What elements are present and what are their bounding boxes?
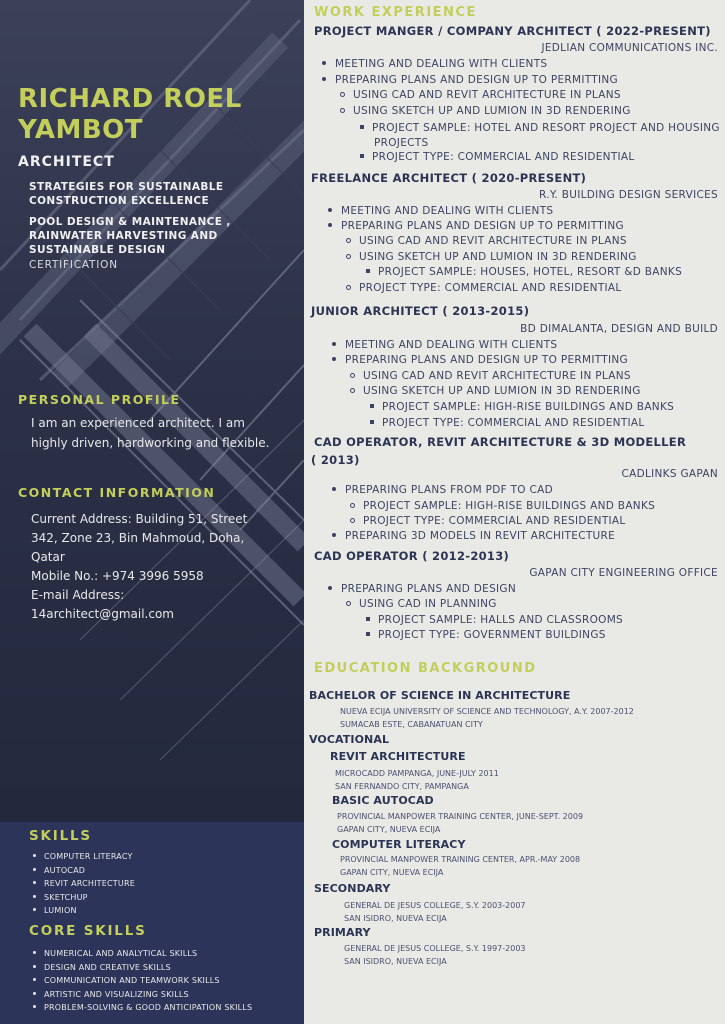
list-item: USING CAD AND REVIT ARCHITECTURE IN PLANS (350, 370, 631, 383)
list-item: PROJECT SAMPLE: HOUSES, HOTEL, RESORT &D BANKS (366, 266, 682, 279)
list-item: AUTOCAD (33, 864, 135, 878)
list-item: PROJECT SAMPLE: HOTEL AND RESORT PROJECT AND HOUSING PROJECTS (360, 121, 722, 151)
core-skills-heading: CORE SKILLS (29, 923, 147, 939)
list-item: PREPARING PLANS AND DESIGN UP TO PERMITTING (322, 74, 618, 87)
edu-secondary: SECONDARY (314, 882, 391, 895)
certification-1: STRATEGIES FOR SUSTAINABLE CONSTRUCTION EXCELLENCE (29, 181, 224, 207)
skills-list (33, 850, 135, 918)
contact-address-1: Current Address: Building 51, Street (31, 512, 248, 526)
list-item: USING SKETCH UP AND LUMION IN 3D RENDERING (340, 105, 631, 118)
edu-degree-location: SUMACAB ESTE, CABANATUAN CITY (340, 720, 483, 729)
edu-autocad-location: GAPAN CITY, NUEVA ECIJA (337, 825, 441, 834)
edu-degree-school: NUEVA ECIJA UNIVERSITY OF SCIENCE AND TECHNOLOGY, A.Y. 2007-2012 (340, 707, 634, 716)
list-item: PROJECT TYPE: COMMERCIAL AND RESIDENTIAL (350, 515, 626, 528)
list-item: USING CAD IN PLANNING (346, 598, 497, 611)
job-company: R.Y. BUILDING DESIGN SERVICES (538, 189, 718, 201)
contact-address-2: 342, Zone 23, Bin Mahmoud, Doha, (31, 531, 245, 545)
edu-primary-location: SAN ISIDRO, NUEVA ECIJA (344, 957, 447, 966)
list-item: PROJECT TYPE: COMMERCIAL AND RESIDENTIAL (346, 282, 622, 295)
list-item: PROBLEM-SOLVING & GOOD ANTICIPATION SKILLS (33, 1001, 252, 1015)
profile-text: I am an experienced architect. I am highly driven, hardworking and flexible. (31, 416, 270, 450)
edu-literacy-location: GAPAN CITY, NUEVA ECIJA (340, 868, 444, 877)
edu-literacy-school: PROVINCIAL MANPOWER TRAINING CENTER, APR.-MAY 2008 (340, 855, 581, 864)
job-title: CAD OPERATOR, REVIT ARCHITECTURE & 3D MODELLER (314, 435, 687, 449)
list-item: PREPARING PLANS FROM PDF TO CAD (332, 484, 553, 497)
contact-heading: CONTACT INFORMATION (18, 485, 216, 500)
edu-primary-school: GENERAL DE JESUS COLLEGE, S.Y. 1997-2003 (344, 944, 526, 953)
list-item: MEETING AND DEALING WITH CLIENTS (322, 58, 547, 71)
job-company: BD DIMALANTA, DESIGN AND BUILD (520, 323, 718, 335)
job-company: GAPAN CITY ENGINEERING OFFICE (529, 567, 718, 579)
list-item: ARTISTIC AND VISUALIZING SKILLS (33, 988, 252, 1002)
edu-vocational: VOCATIONAL (309, 733, 390, 746)
job-title: FREELANCE ARCHITECT ( 2020-PRESENT) (311, 171, 587, 185)
core-skills-list (33, 947, 252, 1015)
edu-revit-location: SAN FERNANDO CITY, PAMPANGA (335, 782, 469, 791)
contact-block (31, 510, 281, 624)
list-item: MEETING AND DEALING WITH CLIENTS (328, 205, 553, 218)
list-item: USING CAD AND REVIT ARCHITECTURE IN PLANS (340, 89, 621, 102)
list-item: PROJECT TYPE: GOVERNMENT BUILDINGS (366, 629, 606, 642)
edu-literacy: COMPUTER LITERACY (332, 838, 466, 851)
list-item: PROJECT TYPE: COMMERCIAL AND RESIDENTIAL (360, 151, 635, 164)
edu-secondary-school: GENERAL DE JESUS COLLEGE, S.Y. 2003-2007 (344, 901, 526, 910)
certification-label: CERTIFICATION (29, 259, 118, 271)
job-company: JEDLIAN COMMUNICATIONS INC. (541, 42, 718, 54)
contact-email-label: E-mail Address: (31, 588, 125, 602)
job-title: JUNIOR ARCHITECT ( 2013-2015) (311, 304, 530, 318)
contact-address-3: Qatar (31, 550, 65, 564)
edu-degree: BACHELOR OF SCIENCE IN ARCHITECTURE (309, 689, 571, 702)
education-heading: EDUCATION BACKGROUND (314, 661, 537, 676)
list-item: PREPARING 3D MODELS IN REVIT ARCHITECTURE (332, 530, 615, 543)
list-item: PROJECT SAMPLE: HALLS AND CLASSROOMS (366, 614, 623, 627)
job-title: CAD OPERATOR ( 2012-2013) (314, 549, 510, 563)
list-item: DESIGN AND CREATIVE SKILLS (33, 961, 252, 975)
job-title-line-2: ( 2013) (311, 453, 360, 467)
contact-mobile: Mobile No.: +974 3996 5958 (31, 569, 204, 583)
list-item: PREPARING PLANS AND DESIGN UP TO PERMITTING (328, 220, 624, 233)
list-item: COMPUTER LITERACY (33, 850, 135, 864)
sidebar (0, 0, 304, 1024)
list-item: NUMERICAL AND ANALYTICAL SKILLS (33, 947, 252, 961)
edu-revit-school: MICROCADD PAMPANGA, JUNE-JULY 2011 (335, 769, 499, 778)
list-item: PROJECT TYPE: COMMERCIAL AND RESIDENTIAL (370, 417, 645, 430)
list-item: PREPARING PLANS AND DESIGN (328, 583, 516, 596)
list-item: SKETCHUP (33, 891, 135, 905)
work-heading: WORK EXPERIENCE (314, 5, 477, 20)
list-item: PROJECT SAMPLE: HIGH-RISE BUILDINGS AND BANKS (350, 500, 655, 513)
list-item: PREPARING PLANS AND DESIGN UP TO PERMITTING (332, 354, 628, 367)
certification-2: POOL DESIGN & MAINTENANCE , RAINWATER HARVESTING AND SUSTAINABLE DESIGN (29, 216, 231, 256)
list-item: COMMUNICATION AND TEAMWORK SKILLS (33, 974, 252, 988)
edu-secondary-location: SAN ISIDRO, NUEVA ECIJA (344, 914, 447, 923)
list-item: USING SKETCH UP AND LUMION IN 3D RENDERING (346, 251, 637, 264)
list-item: PROJECT SAMPLE: HIGH-RISE BUILDINGS AND BANKS (370, 401, 674, 414)
edu-revit: REVIT ARCHITECTURE (330, 750, 466, 763)
edu-primary: PRIMARY (314, 926, 371, 939)
list-item: MEETING AND DEALING WITH CLIENTS (332, 339, 557, 352)
edu-autocad: BASIC AUTOCAD (332, 794, 434, 807)
edu-autocad-school: PROVINCIAL MANPOWER TRAINING CENTER, JUNE-SEPT. 2009 (337, 812, 584, 821)
candidate-name: RICHARD ROEL YAMBOT (18, 84, 242, 145)
contact-email: 14architect@gmail.com (31, 607, 174, 621)
profile-heading: PERSONAL PROFILE (18, 392, 181, 407)
list-item: REVIT ARCHITECTURE (33, 877, 135, 891)
main-content (304, 0, 725, 1024)
job-title: PROJECT MANGER / COMPANY ARCHITECT ( 2022-PRESENT) (314, 24, 711, 38)
job-company: CADLINKS GAPAN (621, 468, 718, 480)
list-item: USING CAD AND REVIT ARCHITECTURE IN PLANS (346, 235, 627, 248)
list-item: LUMION (33, 904, 135, 918)
skills-heading: SKILLS (29, 828, 92, 844)
list-item: USING SKETCH UP AND LUMION IN 3D RENDERING (350, 385, 641, 398)
candidate-role: ARCHITECT (18, 154, 115, 170)
